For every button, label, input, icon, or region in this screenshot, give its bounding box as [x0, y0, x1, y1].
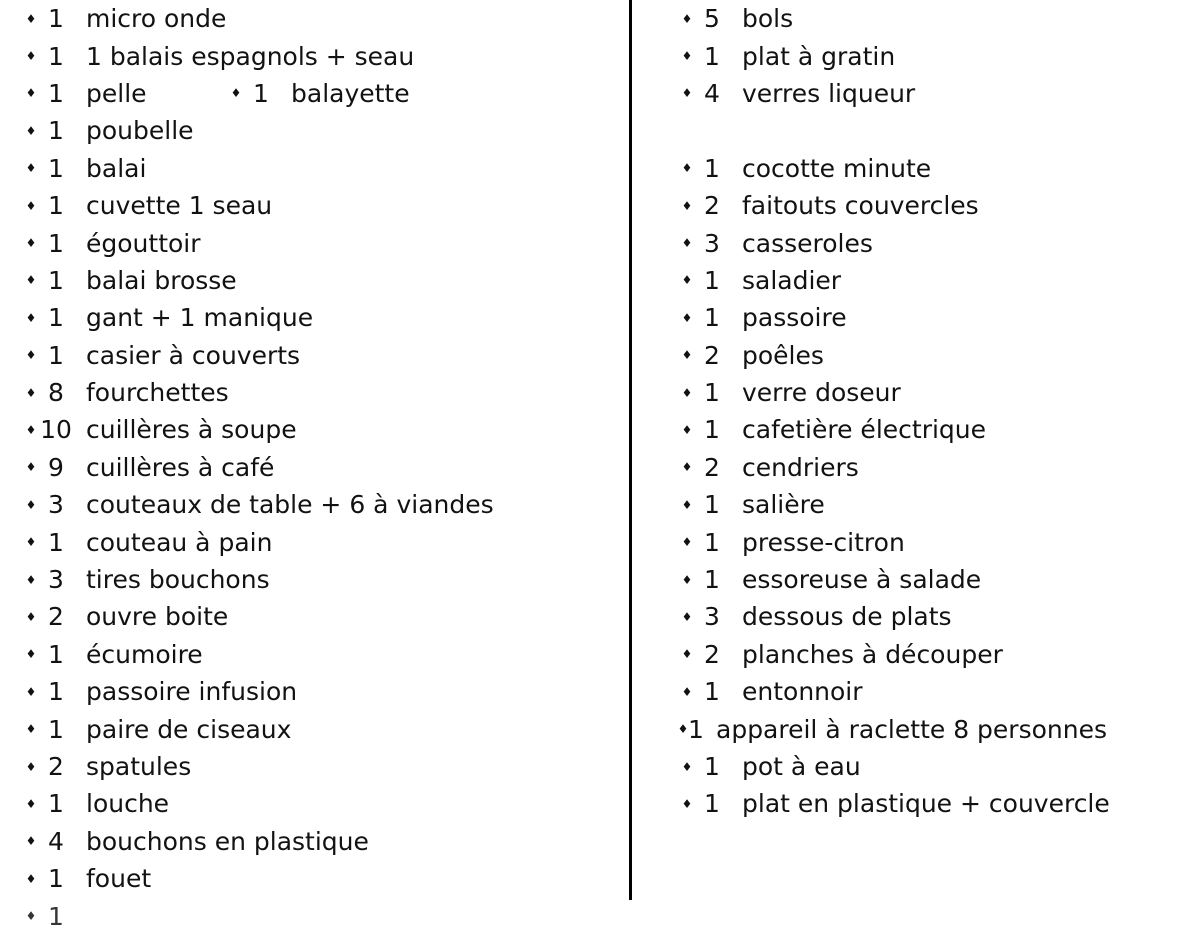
- list-item: [678, 150, 1198, 187]
- bullet-diamond-icon: ♦: [681, 236, 693, 251]
- bullet-diamond-icon: ♦: [681, 460, 693, 475]
- item-label: spatules: [86, 752, 192, 781]
- list-item: [678, 523, 1198, 560]
- item-label: cuillères à soupe: [86, 415, 297, 445]
- item-quantity: 3: [704, 602, 720, 632]
- bullet-diamond-icon: ♦: [681, 647, 693, 662]
- blank-row: [678, 112, 1198, 149]
- list-item: [22, 523, 622, 560]
- bullet-diamond-icon: ♦: [681, 572, 693, 587]
- item-label: verre doseur: [742, 378, 901, 408]
- item-label: poubelle: [86, 116, 194, 146]
- item-label: 1 balais espagnols + seau: [86, 41, 415, 71]
- bullet-diamond-icon: ♦: [681, 759, 693, 774]
- item-label: cafetière électrique: [742, 415, 987, 445]
- list-item: [678, 37, 1198, 74]
- right-column: [678, 0, 1198, 823]
- item-label: plat en plastique + couvercle: [742, 789, 1110, 819]
- item-quantity: 1: [48, 714, 64, 744]
- list-item: [678, 299, 1198, 336]
- list-item: [22, 37, 622, 74]
- item-label: saladier: [742, 265, 842, 295]
- item-quantity: 1: [48, 864, 64, 894]
- item-label: bols: [742, 4, 794, 34]
- bullet-diamond-icon: ♦: [25, 161, 37, 176]
- item-quantity: 1: [48, 527, 64, 557]
- list-item: [22, 299, 622, 336]
- bullet-diamond-icon: ♦: [25, 385, 37, 400]
- list-item: [678, 561, 1198, 598]
- list-item: [22, 112, 622, 149]
- item-label: casier à couverts: [86, 340, 301, 370]
- list-item: [22, 561, 622, 598]
- item-quantity: 1: [48, 677, 64, 707]
- clipped-list-item: [22, 897, 622, 934]
- item-quantity: 1: [48, 153, 64, 183]
- list-item: [678, 748, 1198, 785]
- list-item: [22, 823, 622, 860]
- bullet-diamond-icon: ♦: [681, 422, 693, 437]
- bullet-diamond-icon: ♦: [25, 722, 37, 737]
- bullet-diamond-icon: ♦: [681, 609, 693, 624]
- bullet-diamond-icon: ♦: [681, 198, 693, 213]
- item-quantity: 2: [704, 191, 720, 221]
- bullet-diamond-icon: ♦: [681, 310, 693, 325]
- item-quantity: 1: [48, 41, 64, 71]
- list-item: [678, 374, 1198, 411]
- item-quantity: 2: [704, 452, 720, 482]
- bullet-diamond-icon: ♦: [25, 796, 37, 811]
- list-item: [678, 598, 1198, 635]
- item-label: passoire infusion: [86, 677, 298, 707]
- bullet-diamond-icon: ♦: [25, 834, 37, 849]
- item-quantity: 1: [704, 752, 720, 781]
- list-item: [22, 486, 622, 523]
- item-quantity: 1: [704, 303, 720, 333]
- bullet-diamond-icon: ♦: [25, 123, 37, 138]
- item-label: entonnoir: [742, 677, 863, 707]
- item-quantity: 2: [48, 752, 64, 781]
- list-item: [22, 748, 622, 785]
- item-label: louche: [86, 789, 170, 819]
- bullet-diamond-icon: ♦: [25, 422, 37, 437]
- item-label: dessous de plats: [742, 602, 952, 632]
- bullet-diamond-icon: ♦: [25, 49, 37, 64]
- bullet-diamond-icon: ♦: [681, 49, 693, 64]
- item-quantity: 2: [704, 340, 720, 370]
- list-item: [678, 75, 1198, 112]
- bullet-diamond-icon: ♦: [681, 11, 693, 26]
- list-item: [678, 0, 1198, 37]
- bullet-diamond-icon: ♦: [25, 497, 37, 512]
- bullet-diamond-icon: ♦: [25, 609, 37, 624]
- item-quantity: 3: [48, 565, 64, 595]
- bullet-diamond-icon: ♦: [681, 684, 693, 699]
- item-label: micro onde: [86, 4, 227, 34]
- item-label: cuvette 1 seau: [86, 191, 273, 221]
- list-item: [22, 150, 622, 187]
- item-quantity: 1: [48, 228, 64, 258]
- list-item: [678, 224, 1198, 261]
- bullet-diamond-icon: ♦: [25, 310, 37, 325]
- item-label: pot à eau: [742, 752, 861, 781]
- item-label: tires bouchons: [86, 565, 270, 595]
- list-item: [22, 262, 622, 299]
- item-quantity: 1: [704, 789, 720, 819]
- bullet-diamond-icon: ♦: [681, 161, 693, 176]
- list-item: [678, 673, 1198, 710]
- bullet-diamond-icon: ♦: [25, 198, 37, 213]
- list-item: [22, 374, 622, 411]
- item-quantity: 1: [704, 565, 720, 595]
- item-label: passoire: [742, 303, 847, 333]
- item-quantity: 1: [704, 265, 720, 295]
- item-quantity: 9: [48, 452, 64, 482]
- list-item: [678, 486, 1198, 523]
- list-item: [678, 636, 1198, 673]
- item-label: ouvre boite: [86, 602, 229, 632]
- item-label: presse-citron: [742, 527, 905, 557]
- item-quantity: 4: [48, 826, 64, 856]
- list-item: [22, 860, 622, 897]
- item-label: fouet: [86, 864, 152, 894]
- list-item: [22, 673, 622, 710]
- item-quantity: 1: [48, 639, 64, 669]
- item-label: balayette: [291, 78, 410, 108]
- item-label: verres liqueur: [742, 78, 916, 108]
- bullet-diamond-icon: ♦: [25, 273, 37, 288]
- list-item: [22, 75, 622, 112]
- list-item: [678, 710, 1198, 747]
- list-item: [22, 636, 622, 673]
- item-quantity: 1: [704, 41, 720, 71]
- item-quantity: 1: [253, 78, 269, 108]
- item-label: égouttoir: [86, 228, 201, 258]
- item-quantity: 1: [48, 340, 64, 370]
- item-label: cuillères à café: [86, 452, 275, 482]
- item-quantity: 1: [48, 303, 64, 333]
- list-item: [22, 224, 622, 261]
- list-item: [22, 0, 622, 37]
- item-label: essoreuse à salade: [742, 565, 982, 595]
- item-label: salière: [742, 490, 825, 520]
- item-label: poêles: [742, 340, 824, 370]
- bullet-diamond-icon: ♦: [230, 86, 242, 101]
- bullet-diamond-icon: ♦: [25, 909, 37, 924]
- item-quantity: 2: [48, 602, 64, 632]
- item-label: cocotte minute: [742, 153, 932, 183]
- left-column: [22, 0, 622, 935]
- list-item: [22, 337, 622, 374]
- bullet-diamond-icon: ♦: [25, 236, 37, 251]
- item-label: planches à découper: [742, 639, 1003, 669]
- item-label: faitouts couvercles: [742, 191, 979, 221]
- item-quantity: 1: [48, 116, 64, 146]
- list-item: [22, 710, 622, 747]
- list-item: [22, 411, 622, 448]
- bullet-diamond-icon: ♦: [681, 273, 693, 288]
- item-quantity: 1: [48, 191, 64, 221]
- bullet-diamond-icon: ♦: [25, 348, 37, 363]
- list-item: [678, 449, 1198, 486]
- item-quantity: 1: [704, 527, 720, 557]
- item-label: bouchons en plastique: [86, 826, 369, 856]
- item-quantity: 2: [704, 639, 720, 669]
- secondary-list-item: [227, 75, 410, 112]
- item-label: cendriers: [742, 452, 859, 482]
- item-label: balai: [86, 153, 147, 183]
- item-quantity: 3: [704, 228, 720, 258]
- item-quantity: 4: [704, 78, 720, 108]
- item-quantity: 10: [40, 415, 72, 445]
- item-label: plat à gratin: [742, 41, 896, 71]
- item-quantity: 1: [48, 4, 64, 34]
- bullet-diamond-icon: ♦: [25, 572, 37, 587]
- bullet-diamond-icon: ♦: [25, 460, 37, 475]
- bullet-diamond-icon: ♦: [25, 759, 37, 774]
- bullet-diamond-icon: ♦: [681, 497, 693, 512]
- bullet-diamond-icon: ♦: [681, 796, 693, 811]
- item-label: fourchettes: [86, 378, 229, 408]
- item-quantity: 1: [48, 901, 64, 931]
- item-label: casseroles: [742, 228, 873, 258]
- list-item: [678, 187, 1198, 224]
- item-quantity: 8: [48, 378, 64, 408]
- item-label: écumoire: [86, 639, 203, 669]
- column-divider: [629, 0, 632, 900]
- bullet-diamond-icon: ♦: [25, 684, 37, 699]
- item-quantity: 1: [704, 415, 720, 445]
- item-quantity: 1: [48, 789, 64, 819]
- item-label: appareil à raclette 8 personnes: [716, 714, 1107, 744]
- bullet-diamond-icon: ♦: [681, 535, 693, 550]
- item-quantity: 1: [704, 153, 720, 183]
- item-quantity: 1: [48, 78, 64, 108]
- item-label: couteaux de table + 6 à viandes: [86, 490, 494, 520]
- bullet-diamond-icon: ♦: [25, 86, 37, 101]
- list-item: [22, 449, 622, 486]
- item-quantity: 5: [704, 4, 720, 34]
- item-quantity: 1: [704, 490, 720, 520]
- list-item: [678, 411, 1198, 448]
- list-item: [678, 785, 1198, 822]
- bullet-diamond-icon: ♦: [25, 647, 37, 662]
- list-item: [678, 337, 1198, 374]
- bullet-diamond-icon: ♦: [25, 871, 37, 886]
- item-quantity: 1: [704, 677, 720, 707]
- bullet-diamond-icon: ♦: [681, 385, 693, 400]
- item-quantity: 1: [704, 378, 720, 408]
- bullet-diamond-icon: ♦: [681, 348, 693, 363]
- list-item: [22, 598, 622, 635]
- item-label: pelle: [86, 78, 147, 108]
- bullet-diamond-icon: ♦: [677, 722, 689, 737]
- item-label: paire de ciseaux: [86, 714, 292, 744]
- item-quantity: 3: [48, 490, 64, 520]
- bullet-diamond-icon: ♦: [681, 86, 693, 101]
- list-item: [22, 187, 622, 224]
- item-label: gant + 1 manique: [86, 303, 314, 333]
- list-item: [678, 262, 1198, 299]
- bullet-diamond-icon: ♦: [25, 11, 37, 26]
- item-quantity: 1: [688, 714, 704, 744]
- bullet-diamond-icon: ♦: [25, 535, 37, 550]
- item-label: balai brosse: [86, 265, 237, 295]
- item-label: couteau à pain: [86, 527, 273, 557]
- item-quantity: 1: [48, 265, 64, 295]
- list-item: [22, 785, 622, 822]
